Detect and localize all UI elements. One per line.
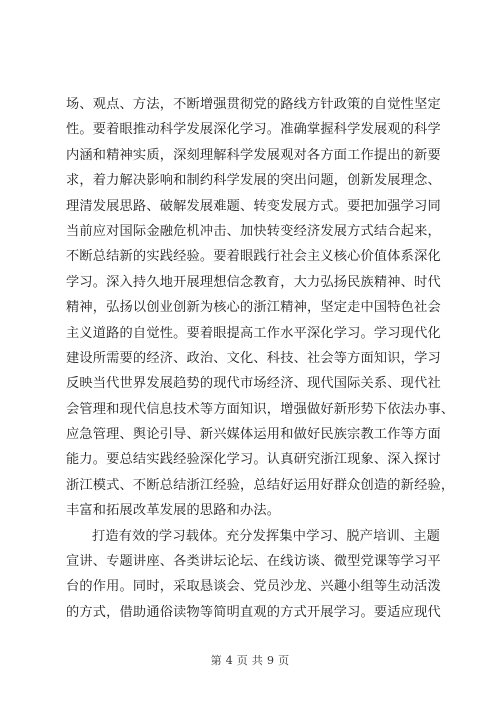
- paragraph-line: 不断总结新的实践经验。要着眼践行社会主义核心价值体系深化: [66, 249, 441, 265]
- paragraph-line: 打造有效的学习载体。充分发挥集中学习、脱产培训、主题: [92, 528, 441, 544]
- paragraph-line: 的方式，借助通俗读物等简明直观的方式开展学习。要适应现代: [66, 604, 441, 620]
- paragraph-line: 场、观点、方法，不断增强贯彻党的路线方针政策的自觉性坚定: [66, 97, 441, 112]
- body-text: [66, 92, 455, 625]
- paragraph-line: 主义道路的自觉性。要着眼提高工作水平深化学习。学习现代化: [66, 325, 441, 341]
- paragraph-line: 应急管理、舆论引导、新兴媒体运用和做好民族宗教工作等方面: [66, 427, 441, 443]
- page-number-label: 第 4 页 共 9 页: [210, 654, 290, 667]
- paragraph-line: 会管理和现代信息技术等方面知识，增强做好新形势下依法办事、: [66, 401, 455, 417]
- paragraph-line: 台的作用。同时，采取恳谈会、党员沙龙、兴趣小组等生动活泼: [66, 579, 441, 595]
- page-footer: [0, 652, 500, 668]
- paragraph-line: 浙江模式、不断总结浙江经验，总结好运用好群众创造的新经验，: [66, 477, 455, 493]
- paragraph-1: [66, 92, 455, 524]
- paragraph-line: 反映当代世界发展趋势的现代市场经济、现代国际关系、现代社: [66, 376, 441, 392]
- paragraph-line: 当前应对国际金融危机冲击、加快转变经济发展方式结合起来，: [66, 223, 441, 239]
- paragraph-line: 丰富和拓展改革发展的思路和办法。: [66, 503, 281, 519]
- paragraph-line: 内涵和精神实质，深刻理解科学发展观对各方面工作提出的新要: [66, 147, 441, 163]
- paragraph-line: 求，着力解决影响和制约科学发展的突出问题，创新发展理念、: [66, 173, 441, 189]
- paragraph-line: 学习。深入持久地开展理想信念教育，大力弘扬民族精神、时代: [66, 274, 441, 290]
- paragraph-2: [66, 524, 441, 626]
- paragraph-line: 性。要着眼推动科学发展深化学习。准确掌握科学发展观的科学: [66, 122, 441, 138]
- paragraph-line: 建设所需要的经济、政治、文化、科技、社会等方面知识，学习: [66, 350, 441, 366]
- paragraph-line: 精神，弘扬以创业创新为核心的浙江精神，坚定走中国特色社会: [66, 300, 441, 316]
- paragraph-line: 理清发展思路、破解发展难题、转变发展方式。要把加强学习同: [66, 198, 441, 214]
- paragraph-line: 能力。要总结实践经验深化学习。认真研究浙江现象、深入探讨: [66, 452, 441, 468]
- paragraph-line: 宣讲、专题讲座、各类讲坛论坛、在线访谈、微型党课等学习平: [66, 554, 441, 570]
